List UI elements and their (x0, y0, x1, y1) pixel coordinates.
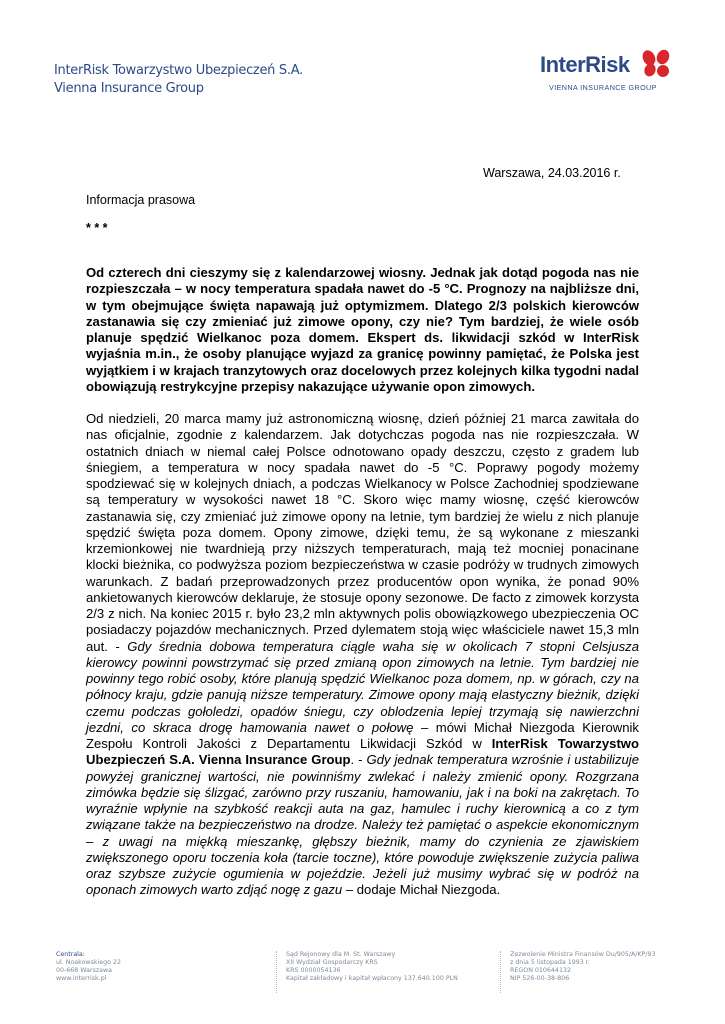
footer-registry-line: KRS 0000054136 (286, 967, 341, 974)
footer-address (56, 951, 121, 983)
separator-stars: * * * (86, 221, 108, 235)
footer-capital: Kapitał zakładowy i kapitał wpłacony 137.640.100 PLN (286, 975, 458, 982)
footer-website: www.interrisk.pl (56, 975, 107, 982)
company-header (54, 62, 303, 98)
footer-divider (276, 951, 277, 993)
document-date: Warszawa, 24.03.2016 r. (483, 166, 621, 180)
dash-separator: . - (350, 752, 367, 768)
lead-paragraph: Od czterech dni cieszymy się z kalendarzowej wiosny. Jednak jak dotąd pogoda nas nie rozpieszczała – w nocy temperatura spadała nawet do -5 °C. Prognozy na najbliższe dni, w tym obejmujące święta napawają już optymizmem. Dlatego 2/3 polskich kierowców zastanawia się czy zmieniać już zimowe opony, czy nie? Tym bardziej, że wiele osób planuje spędzić Wielkanoc poza domem. Ekspert ds. likwidacji szkód w InterRisk wyjaśnia m.in., że osoby planujące wyjazd za granicę powinny pamiętać, że Polska jest wyjątkiem i w krajach tranzytowych oraz docelowych przez kolejnych kilka tygodni nadal obowiązują restrykcyjne przepisy nakazujące używanie opon zimowych. (86, 265, 639, 394)
footer-registry (286, 951, 458, 983)
footer-address-line: ul. Noakowskiego 22 (56, 959, 122, 966)
page-footer (0, 951, 725, 996)
footer-permits (510, 951, 656, 983)
footer-permit-line: Zezwolenie Ministra Finansów Du/905/A/KP/93 (510, 951, 656, 958)
closing-attribution: – dodaje Michał Niezgoda. (342, 882, 501, 898)
footer-divider (500, 951, 501, 993)
expert-quote: Gdy średnia dobowa temperatura ciągle waha się w okolicach 7 stopni Celsjusza kierowcy powinni powstrzymać się przed zmianą opon zimowych na letnie. Tym bardziej nie powinny tego robić osoby, które planują spędzić Wielkanoc poza domem, np. w górach, czy na północy kraju, gdzie panują niższe temperatury. Zimowe opony mają elastyczny bieżnik, dzięki czemu podczas gołoledzi, opadów śniegu, czy oblodzenia lepiej trzymają się nawierzchni jezdni, co skraca drogę hamowania nawet o połowę (86, 638, 639, 735)
company-group: Vienna Insurance Group (54, 81, 204, 96)
press-release-content (86, 265, 639, 899)
logo-wordmark: InterRisk (540, 52, 630, 77)
footer-registry-line: XII Wydział Gospodarczy KRS (286, 959, 378, 966)
footer-address-heading: Centrala: (56, 951, 85, 958)
logo-subtitle: VIENNA INSURANCE GROUP (549, 83, 657, 92)
body-text: Od niedzieli, 20 marca mamy już astronomiczną wiosnę, dzień później 21 marca zawitała do nas oficjalnie, zgodnie z kalendarzem. Jak dotychczas pogoda nas nie rozpieszczała. W ostatnich dniach w niemal całej Polsce odnotowano opady deszczu, często z gradem lub śniegiem, a temperatura w nocy spadała nawet do -5 °C. Poprawy pogody możemy spodziewać się w kolejnych dniach, a podczas Wielkanocy w Polsce Zachodniej spodziewane są temperatury w wysokości nawet 18 °C. Skoro więc mamy wiosnę, część kierowców zastanawia się, czy zmieniać już zimowe opony na letnie, tym bardziej że wielu z nich planuje spędzić święta poza domem. Opony zimowe, dzięki temu, że są wykonane z mieszanki krzemionkowej nie twardnieją przy niższych temperaturach, mają też mocniej ponacinane klocki bieżnika, co podwyższa poziom bezpieczeństwa w czasie podróży w trudnych zimowych warunkach. Z badań przeprowadzonych przez producentów opon wynika, że ponad 90% ankietowanych kierowców deklaruje, że stosuje opony sezonowe. De facto z zimowek korzysta 2/3 z nich. Na koniec 2015 r. było 23,2 mln aktywnych polis obowiązkowego ubezpieczenia OC posiadaczy pojazdów mechanicznych. Przed dylematem stoją więc właściciele nawet 15,3 mln aut. - (86, 411, 639, 654)
company-name: InterRisk Towarzystwo Ubezpieczeń S.A. (54, 63, 303, 78)
body-paragraph (86, 411, 639, 899)
company-name-bold: InterRisk Towarzystwo Ubezpieczeń S.A. Vienna Insurance Group (86, 736, 639, 768)
footer-permit-line: z dnia 5 listopada 1993 r. (510, 959, 590, 966)
footer-address-line: 00-668 Warszawa (56, 967, 113, 974)
flower-logo-icon (640, 49, 674, 79)
footer-regon: REGON 010644132 (510, 967, 571, 974)
quote-attribution: – mówi Michał Niezgoda Kierownik Zespołu Kontroli Jakości z Departamentu Likwidacji Szkód w (86, 719, 639, 751)
expert-quote-continued: Gdy jednak temperatura wzrośnie i ustabilizuje powyżej granicznej wartości, nie powinniśmy zwlekać i należy zmienić opony. Rozgrzana zimówka będzie się ślizgać, zarówno przy ruszaniu, hamowaniu, jak i na boki na zakrętach. To wyraźnie wpłynie na szybkość reakcji auta na gaz, hamulec i ruchy kierownicą a co z tym związane także na bezpieczeństwo na drodze. Należy też pamiętać o aspekcie ekonomicznym – z uwagi na miękką mieszankę, głębszy bieżnik, mamy do czynienia ze zjawiskiem zwiększonego oporu toczenia koła (tarcie toczne), które powoduje zwiększenie zużycia paliwa oraz szybsze zużycie ogumienia w pojeździe. Jeżeli już musimy wybrać się w podróż na oponach zimowych warto zdjąć nogę z gazu (86, 752, 639, 898)
interrisk-logo (540, 47, 680, 97)
footer-registry-line: Sąd Rejonowy dla M. St. Warszawy (286, 951, 396, 958)
document-type-label: Informacja prasowa (86, 193, 196, 207)
footer-nip: NIP 526-00-38-806 (510, 975, 570, 982)
